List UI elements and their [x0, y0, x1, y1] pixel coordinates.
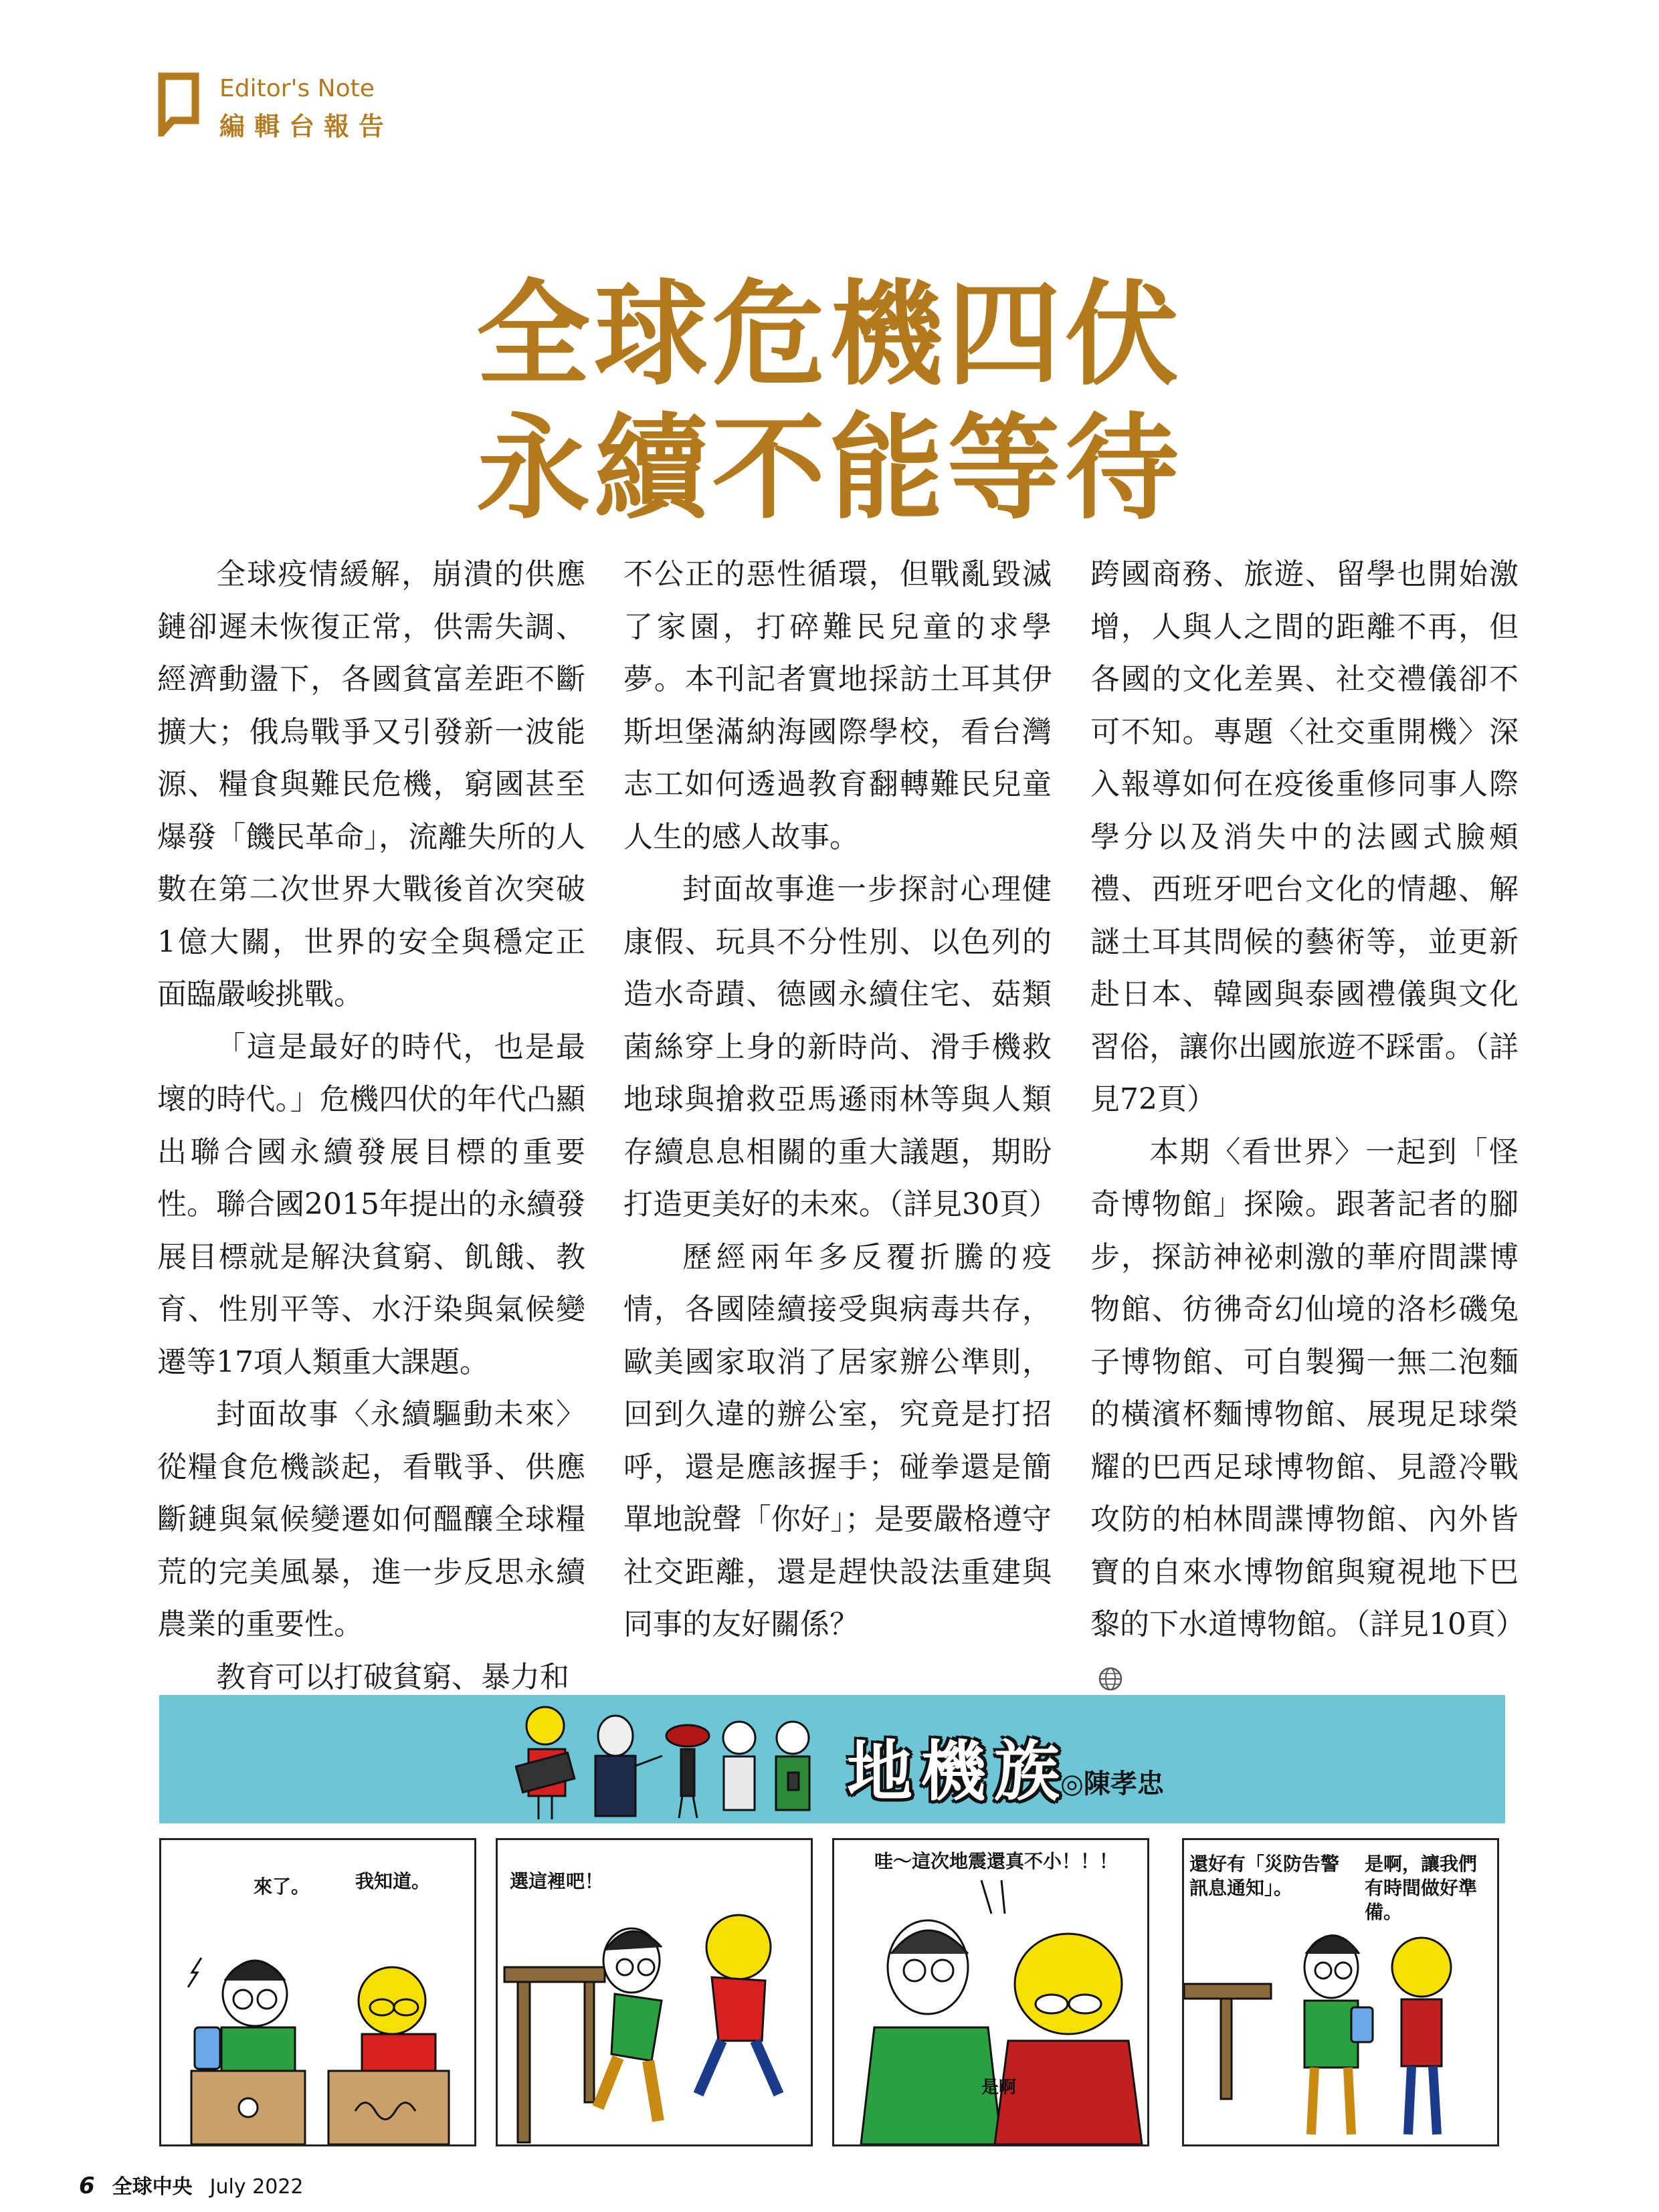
speech-bubble: 選這裡吧！ [510, 1870, 604, 1892]
note-logo-icon [158, 72, 199, 136]
speech-bubble [1365, 1852, 1497, 1924]
paragraph: 全球疫情緩解，崩潰的供應鏈卻遲未恢復正常，供需失調、經濟動盪下，各國貧富差距不斷擴大；俄烏戰爭又引發新一波能源、糧食與難民危機，窮國甚至爆發「饑民革命」，流離失所的人數在第二次世界大戰後首次突破1億大關，世界的安全與穩定正面臨嚴峻挑戰。 [157, 557, 585, 1011]
speech-bubble: 哇～這次地震還真不小！！！ [874, 1850, 1118, 1872]
paragraph: 不公正的惡性循環，但戰亂毀滅了家園，打碎難民兒童的求學夢。本刊記者實地採訪土耳其伊斯坦堡滿納海國際學校，看台灣志工如何透過教育翻轉難民兒童人生的感人故事。 [623, 557, 1052, 854]
page-title-line2: 永續不能等待 [476, 401, 1183, 535]
paragraph: 「這是最好的時代，也是最壞的時代。」危機四伏的年代凸顯出聯合國永續發展目標的重要性。聯合國2015年提出的永續發展目標就是解決貧窮、飢餓、教育、性別平等、水汙染與氣候變遷等17項人類重大課題。 [157, 1029, 585, 1379]
speech-line: 還好有「災防告警 [1189, 1853, 1340, 1875]
paragraph: 歷經兩年多反覆折騰的疫情，各國陸續接受與病毒共存，歐美國家取消了居家辦公準則，回到久違的辦公室，究竟是打招呼，還是應該握手；碰拳還是簡單地說聲「你好」；是要嚴格遵守社交距離，還是趕快設法重建與同事的友好關係？ [623, 1239, 1052, 1641]
header-english: Editor's Note [219, 75, 375, 102]
comic-panel-2 [496, 1838, 813, 2146]
header-chinese: 編輯台報告 [219, 112, 394, 141]
paragraph: 封面故事〈永續驅動未來〉從糧食危機談起，看戰爭、供應斷鏈與氣候變遷如何醞釀全球糧荒的完美風暴，進一步反思永續農業的重要性。 [157, 1397, 585, 1641]
speech-bubble: 我知道。 [355, 1870, 431, 1892]
paragraph: 封面故事進一步探討心理健康假、玩具不分性別、以色列的造水奇蹟、德國永續住宅、菇類菌絲穿上身的新時尚、滑手機救地球與搶救亞馬遜雨林等與人類存續息息相關的重大議題，期盼打造更美好的未來。（詳見30頁） [623, 872, 1058, 1221]
comic-panel-4 [1182, 1838, 1499, 2146]
speech-line: 有時間做好準備。 [1365, 1877, 1478, 1923]
page-title-line1: 全球危機四伏 [476, 268, 1183, 401]
page-number: 6 [79, 2173, 95, 2199]
comic-title: 地機族 [847, 1734, 1068, 1810]
paragraph [1090, 1126, 1525, 1704]
comic-panel-1 [159, 1838, 476, 2146]
article-column-3 [1090, 548, 1525, 1704]
paragraph: 教育可以打破貧窮、暴力和 [216, 1660, 569, 1694]
speech-bubble [1189, 1852, 1339, 1900]
speech-line: 訊息通知」。 [1189, 1877, 1293, 1899]
comic-panel-3 [832, 1838, 1149, 2146]
speech-bubble: 來了。 [254, 1876, 310, 1898]
paragraph: 跨國商務、旅遊、留學也開始激增，人與人之間的距離不再，但各國的文化差異、社交禮儀卻不可不知。專題〈社交重開機〉深入報導如何在疫後重修同事人際學分以及消失中的法國式臉頰禮、西班牙吧台文化的情趣、解謎土耳其問候的藝術等，並更新赴日本、韓國與泰國禮儀與文化習俗，讓你出國旅遊不踩雷。（詳見72頁） [1090, 557, 1519, 1116]
paragraph-text: 本期〈看世界〉一起到「怪奇博物館」探險。跟著記者的腳步，探訪神祕刺激的華府間諜博物館、彷彿奇幻仙境的洛杉磯兔子博物館、可自製獨一無二泡麵的橫濱杯麵博物館、展現足球榮耀的巴西足球博物館、見證冷戰攻防的柏林間諜博物館、內外皆寶的自來水博物館與窺視地下巴黎的下水道博物館。（詳見10頁） [1090, 1134, 1525, 1641]
article-column-2 [623, 548, 1058, 1651]
issue-date: July 2022 [209, 2175, 304, 2199]
page-footer [79, 2170, 304, 2199]
speech-bubble: 是啊 [981, 2078, 1017, 2098]
comic-characters-illustration [515, 1699, 836, 1823]
article-column-1 [157, 548, 585, 1704]
speech-line: 是啊，讓我們 [1365, 1853, 1478, 1875]
globe-end-icon [1097, 1666, 1124, 1692]
magazine-name: 全球中央 [112, 2175, 193, 2199]
comic-author: ◎陳孝忠 [1060, 1769, 1164, 1799]
